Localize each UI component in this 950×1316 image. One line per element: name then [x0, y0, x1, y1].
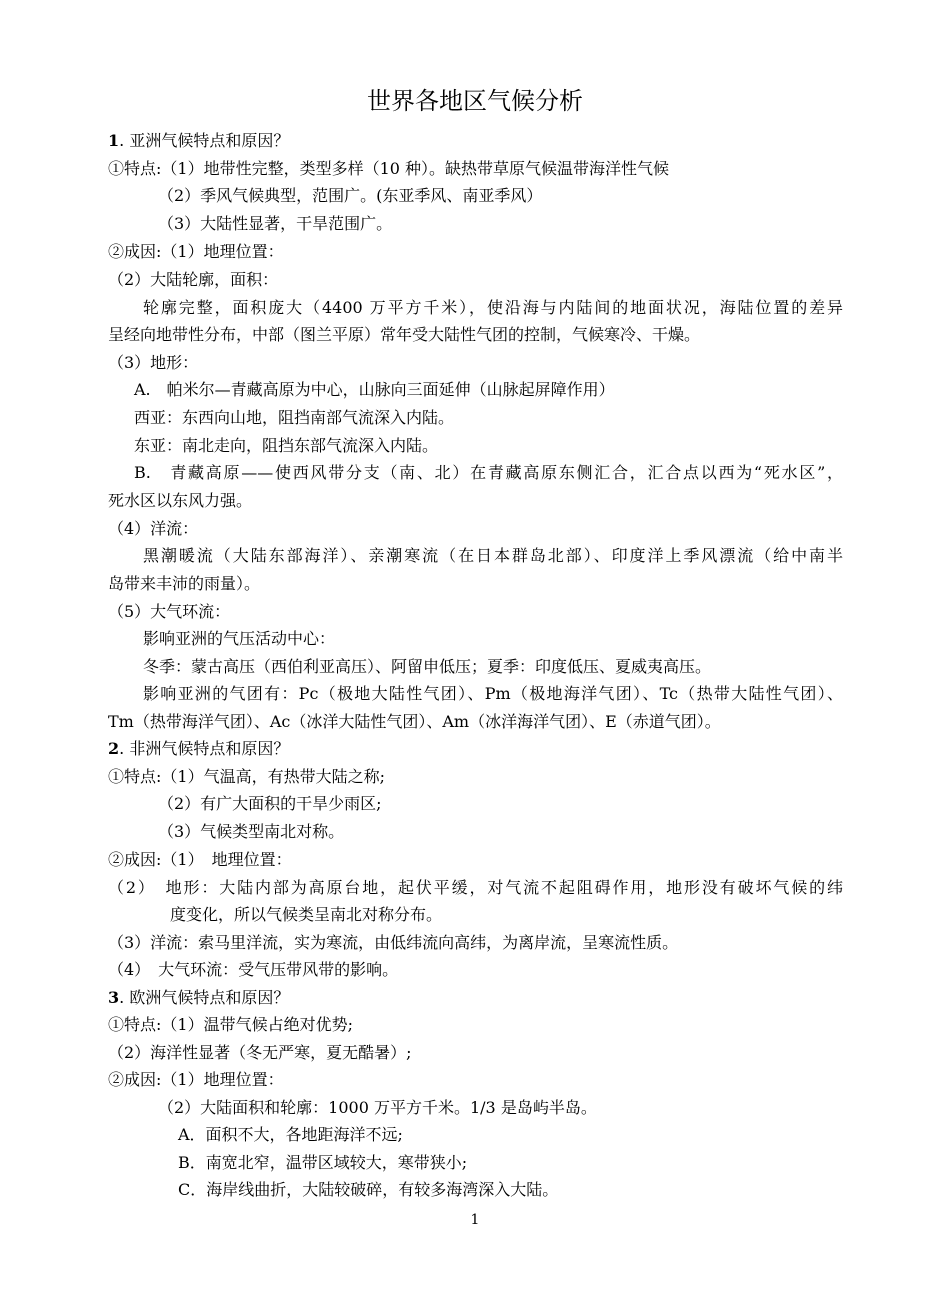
- text-line: B. 青藏高原——使西风带分支（南、北）在青藏高原东侧汇合，汇合点以西为“死水区”，: [134, 463, 843, 482]
- text-line: （2）有广大面积的干旱少雨区;: [158, 794, 382, 813]
- text-line: （4） 大气环流：受气压带风带的影响。: [108, 960, 399, 979]
- text-line: （2）季风气候典型，范围广。(东亚季风、南亚季风）: [158, 186, 543, 205]
- text-line: （3）气候类型南北对称。: [158, 822, 345, 841]
- text-line: 影响亚洲的气压活动中心：: [143, 629, 336, 648]
- section-heading-europe: [108, 986, 289, 1010]
- text-line: C．海岸线曲折，大陆较破碎，有较多海湾深入大陆。: [178, 1180, 559, 1199]
- text-line: （2）大陆轮廓，面积：: [108, 270, 279, 289]
- page-title: 世界各地区气候分析: [367, 87, 583, 115]
- text-line: 影响亚洲的气团有：Pc（极地大陆性气团）、Pm（极地海洋气团）、Tc（热带大陆性气团）、: [143, 684, 843, 703]
- text-line: 西亚：东西向山地，阻挡南部气流深入内陆。: [134, 408, 455, 427]
- text-line: ①特点:（1）气温高，有热带大陆之称;: [108, 767, 385, 786]
- text-line: （3）地形：: [108, 353, 199, 372]
- text-line: ②成因:（1）地理位置：: [108, 1070, 284, 1089]
- text-line: （4）洋流：: [108, 519, 199, 538]
- section-heading-text: . 欧洲气候特点和原因？: [119, 988, 290, 1007]
- text-line: 呈经向地带性分布，中部（图兰平原）常年受大陆性气团的控制，气候寒冷、干燥。: [108, 325, 701, 344]
- text-line: （5）大气环流：: [108, 602, 231, 621]
- text-line: （2） 地形：大陆内部为高原台地，起伏平缓，对气流不起阻碍作用，地形没有破坏气候的纬: [108, 878, 843, 897]
- text-line: A. 帕米尔—青藏高原为中心，山脉向三面延伸（山脉起屏障作用）: [134, 380, 615, 399]
- text-line: 度变化，所以气候类呈南北对称分布。: [170, 905, 443, 924]
- text-line: 冬季：蒙古高压（西伯利亚高压）、阿留申低压；夏季：印度低压、夏威夷高压。: [143, 657, 712, 676]
- section-heading-africa: [108, 737, 289, 761]
- text-line: （3）大陆性显著，干旱范围广。: [158, 214, 393, 233]
- text-line: （2）海洋性显著（冬无严寒，夏无酷暑）;: [108, 1043, 412, 1062]
- text-line: ①特点:（1）温带气候占绝对优势;: [108, 1015, 353, 1034]
- text-line: B．南宽北窄，温带区域较大，寒带狭小;: [178, 1153, 468, 1172]
- text-line: ①特点:（1）地带性完整，类型多样（10 种）。缺热带草原气候温带海洋性气候: [108, 159, 670, 178]
- section-heading-text: . 亚洲气候特点和原因？: [119, 131, 290, 150]
- section-heading-asia: [108, 129, 289, 153]
- text-line: 东亚：南北走向，阻挡东部气流深入内陆。: [134, 436, 439, 455]
- section-number: 2: [108, 739, 120, 758]
- text-line: （3）洋流：索马里洋流，实为寒流，由低纬流向高纬，为离岸流，呈寒流性质。: [108, 933, 679, 952]
- text-line: （2）大陆面积和轮廓：1000 万平方千米。1/3 是岛屿半岛。: [158, 1098, 597, 1117]
- text-line: 死水区以东风力强。: [108, 491, 253, 510]
- text-line: 黑潮暖流（大陆东部海洋）、亲潮寒流（在日本群岛北部）、印度洋上季风漂流（给中南半: [143, 546, 843, 565]
- text-line: 轮廓完整，面积庞大（4400 万平方千米），使沿海与内陆间的地面状况，海陆位置的差异: [143, 298, 843, 317]
- page-number: 1: [470, 1212, 480, 1228]
- section-number: 3: [108, 988, 120, 1007]
- section-number: 1: [108, 131, 120, 150]
- text-line: Tm（热带海洋气团）、Ac（冰洋大陆性气团）、Am（冰洋海洋气团）、E（赤道气团）。: [108, 712, 721, 731]
- section-heading-text: . 非洲气候特点和原因？: [119, 739, 290, 758]
- text-line: ②成因:（1） 地理位置：: [108, 850, 292, 869]
- text-line: ②成因:（1）地理位置：: [108, 242, 284, 261]
- text-line: 岛带来丰沛的雨量）。: [108, 574, 261, 593]
- text-line: A．面积不大，各地距海洋不远;: [178, 1125, 403, 1144]
